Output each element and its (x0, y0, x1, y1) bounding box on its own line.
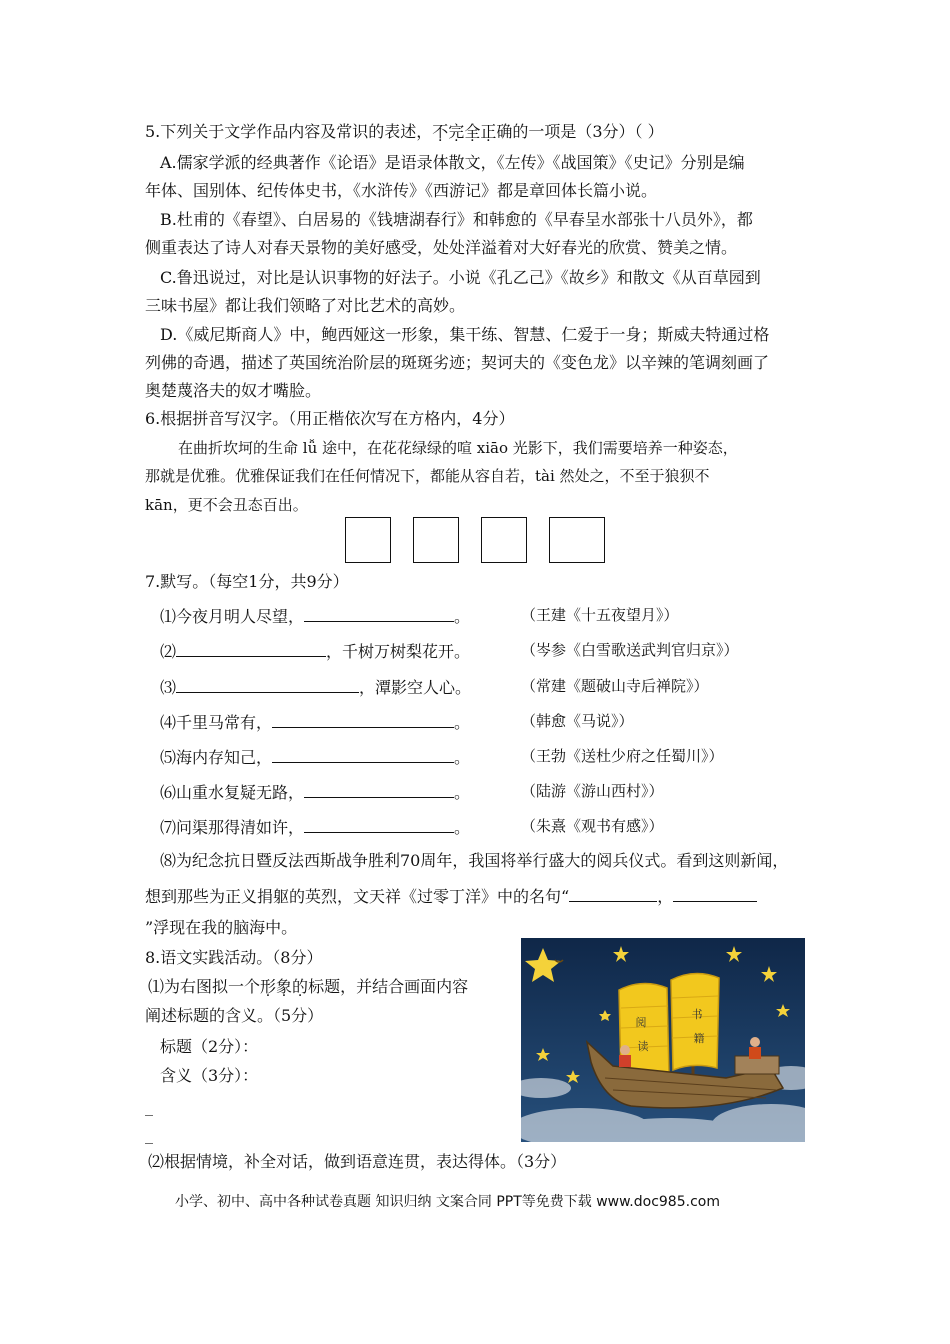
q5-stem: 5.下列关于文学作品内容及常识的表述，不完全正确的一项是（3分）（ ） (145, 122, 664, 141)
answer-line-1[interactable]: _ (145, 1097, 153, 1116)
sail-char: 书 (691, 1008, 703, 1021)
sail-char: 籍 (693, 1032, 705, 1045)
answer-box-3[interactable] (481, 517, 527, 563)
q8-title-label: 标题（2分）： (160, 1037, 259, 1056)
emph-char: 完 (448, 122, 465, 141)
answer-box-2[interactable] (413, 517, 459, 563)
q7-item-5: ⑸海内存知己， 。 (160, 748, 471, 767)
q6-stem: 6.根据拼音写汉字。（用正楷依次写在方格内，4分） (145, 409, 515, 428)
q7-source-5: （王勃《送杜少府之任蜀川》） (521, 747, 724, 765)
child-figure (620, 1045, 630, 1055)
q7-source-7: （朱熹《观书有感》） (521, 817, 664, 835)
q7-item-6: ⑹山重水复疑无路， 。 (160, 783, 471, 802)
fill-blank[interactable] (304, 605, 454, 622)
emph-char: 象 (276, 977, 293, 996)
fill-blank[interactable] (304, 781, 454, 798)
q7-item-7: ⑺问渠那得清如许， 。 (160, 818, 471, 837)
q7-item-8-line2: 想到那些为正义捐躯的英烈，文天祥《过零丁洋》中的名句“ ， (145, 885, 757, 907)
right-sail (671, 973, 719, 1070)
q7-source-4: （韩愈《马说》） (521, 712, 634, 730)
q5-option-a-line2: 年体、国别体、纪传体史书，《水浒传》《西游记》都是章回体长篇小说。 (145, 181, 658, 200)
emph-char: 全 (464, 122, 481, 141)
q5-option-c-line1: C.鲁迅说过，对比是认识事物的好法子。小说《孔乙己》《故乡》和散文《从百草园到 (160, 268, 761, 287)
q8-sub1-line1: ⑴为右图拟一个形象的标题，并结合画面内容 (148, 977, 469, 996)
q7-stem: 7.默写。（每空1分，共9分） (145, 572, 349, 591)
sail-char: 阅 (635, 1016, 647, 1029)
q5-option-a-line1: A.儒家学派的经典著作《论语》是语录体散文，《左传》《战国策》《史记》分别是编 (160, 153, 745, 172)
q7-item-3: ⑶ ，潭影空人心。 (160, 678, 472, 697)
child-figure (750, 1037, 760, 1047)
q5-option-d-line1: D.《威尼斯商人》中，鲍西娅这一形象，集干练、智慧、仁爱于一身；斯威夫特通过格 (160, 325, 770, 344)
page-footer: 小学、初中、高中各种试卷真题 知识归纳 文案合同 PPT等免费下载 www.doc985.com (175, 1194, 720, 1210)
answer-line-2[interactable]: _ (145, 1125, 153, 1144)
q7-source-6: （陆游《游山西村》） (521, 782, 664, 800)
answer-box-4[interactable] (549, 517, 605, 563)
fill-blank[interactable] (569, 885, 657, 902)
q6-passage-line2: 那就是优雅。优雅保证我们在任何情况下，都能从容自若，tài 然处之，不至于狼狈不 (145, 467, 710, 485)
q7-item-8-line1: ⑻为纪念抗日暨反法西斯战争胜利70周年，我国将举行盛大的阅兵仪式。看到这则新闻， (160, 851, 789, 870)
q7-item-8-line3: ”浮现在我的脑海中。 (145, 918, 298, 937)
fill-blank[interactable] (673, 885, 757, 902)
answer-box-1[interactable] (345, 517, 391, 563)
q7-source-1: （王建《十五夜望月》） (521, 606, 679, 624)
q8-meaning-label: 含义（3分）： (160, 1066, 259, 1085)
q7-item-4: ⑷千里马常有， 。 (160, 713, 471, 732)
fill-blank[interactable] (176, 676, 359, 693)
q6-passage-line1: 在曲折坎坷的生命 lǚ 途中，在花花绿绿的喧 xiāo 光影下，我们需要培养一种姿态， (178, 439, 738, 457)
fill-blank[interactable] (272, 746, 454, 763)
q5-option-b-line2: 侧重表达了诗人对春天景物的美好感受，处处洋溢着对大好春光的欣赏、赞美之情。 (145, 238, 738, 257)
q8-sub2: ⑵根据情境，补全对话，做到语意连贯，表达得体。（3分） (148, 1152, 567, 1171)
emph-char: 形 (260, 977, 277, 996)
fill-blank[interactable] (272, 711, 454, 728)
emph-char: 不 (432, 122, 449, 141)
q5-option-d-line3: 奥楚蔑洛夫的奴才嘴脸。 (145, 381, 322, 400)
q7-item-2: ⑵ ，千树万树梨花开。 (160, 642, 471, 661)
reading-ship-illustration (521, 938, 805, 1142)
q8-sub1-line2: 阐述标题的含义。（5分） (145, 1006, 324, 1025)
fill-blank[interactable] (304, 816, 454, 833)
emph-char: 的 (292, 977, 309, 996)
q7-source-3: （常建《题破山寺后禅院》） (521, 677, 709, 695)
q8-stem: 8.语文实践活动。（8分） (145, 948, 323, 967)
q7-source-2: （岑参《白雪歌送武判官归京》） (521, 641, 739, 659)
q7-item-1: ⑴今夜月明人尽望， 。 (160, 607, 471, 626)
sail-char: 读 (637, 1040, 649, 1053)
fill-blank[interactable] (176, 640, 326, 657)
emph-char: 正 (480, 122, 497, 141)
q5-option-b-line1: B.杜甫的《春望》、白居易的《钱塘湖春行》和韩愈的《早春呈水部张十八员外》，都 (160, 210, 753, 229)
q5-option-d-line2: 列佛的奇遇，描述了英国统治阶层的斑斑劣迹；契诃夫的《变色龙》以辛辣的笔调刻画了 (145, 353, 770, 372)
q6-passage-line3: kān，更不会丑态百出。 (145, 496, 308, 514)
q5-option-c-line2: 三味书屋》都让我们领略了对比艺术的高妙。 (145, 296, 466, 315)
